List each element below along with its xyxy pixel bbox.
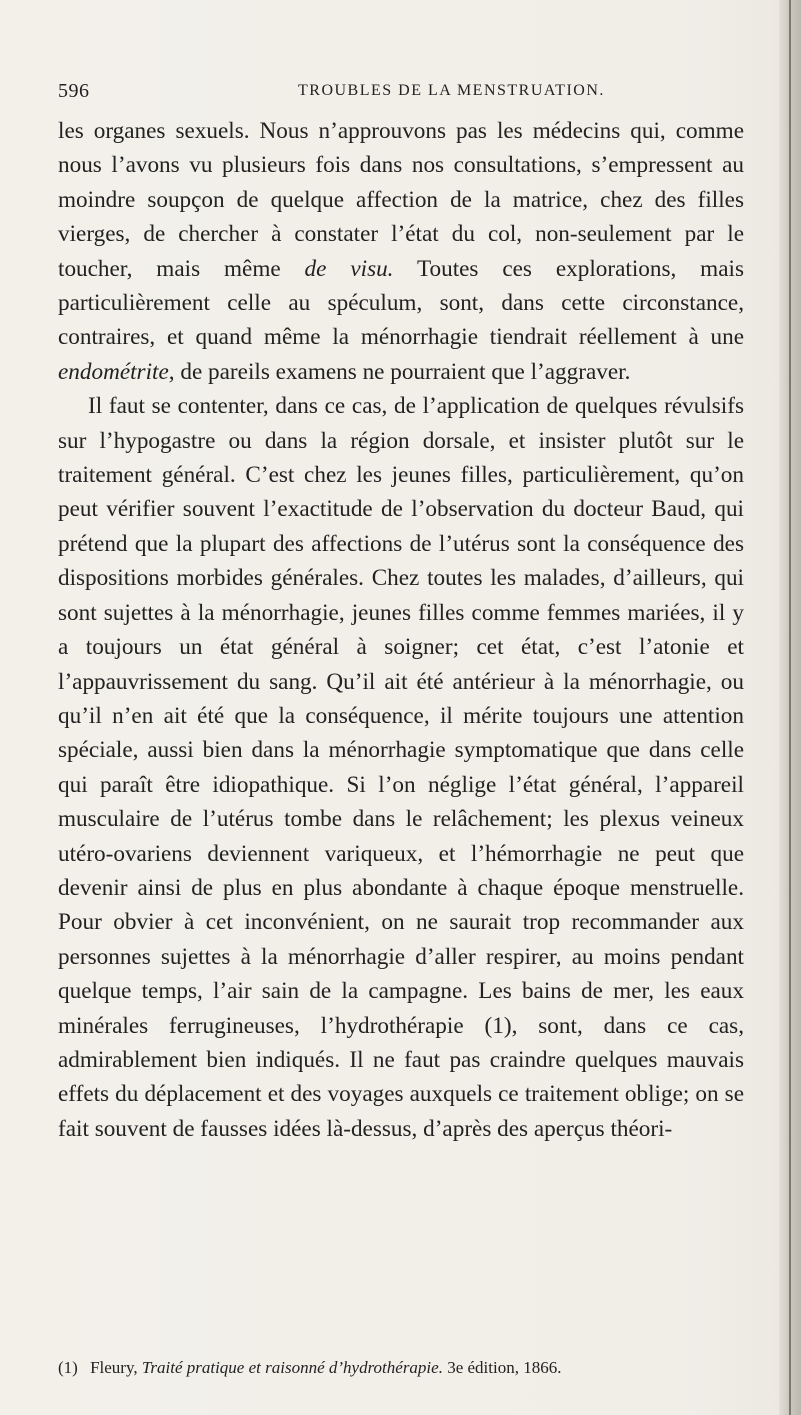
footnote-title: Traité pratique et raisonné d’hydrothérapie. [141, 1358, 443, 1377]
text-segment: Il faut se contenter, dans ce cas, de l’application de quelques révulsifs sur l’hypogastre ou dans la région dorsale, et insister plutôt sur le traitement général. C’est chez les jeunes filles, particulièrement, qu’on peut vérifier souvent l’exactitude de l’observation du docteur Baud, qui prétend que la plupart des affections de l’utérus sont la conséquence des dispositions morbides générales. Chez toutes les malades, d’ailleurs, qui sont sujettes à la ménorrhagie, jeunes filles comme femmes mariées, il y a toujours un état général à soigner; cet état, c’est l’atonie et l’appauvrissement du sang. Qu’il ait été antérieur à la ménorrhagie, ou qu’il n’en ait été que la conséquence, il mérite toujours une attention spéciale, aussi bien dans la ménorrhagie symptomatique que dans celle qui paraît être idiopathique. Si l’on néglige l’état général, l’appareil musculaire de l’utérus tombe dans le relâchement; les plexus veineux utéro-ovariens deviennent variqueux, et l’hémorrhagie ne peut que devenir ainsi de plus en plus abondante à chaque époque menstruelle. Pour obvier à cet inconvénient, on ne saurait trop recommander aux personnes sujettes à la ménorrhagie d’aller respirer, au moins pendant quelque temps, l’air sain de la campagne. Les bains de mer, les eaux minérales ferrugineuses, l’hydrothérapie (1), sont, dans ce cas, admirablement bien indiqués. Il ne faut pas craindre quelques mauvais effets du déplacement et des voyages auxquels ce traitement oblige; on se fait souvent de fausses idées là-dessus, d’après des aperçus théori- [58, 393, 744, 1142]
footnote [58, 1356, 748, 1380]
binding-line [789, 0, 791, 1415]
text-segment: Toutes ces explorations, mais particulièrement celle au spéculum, sont, dans cette circonstance, contraires, et quand même la ménorrhagie tiendrait réellement à une [58, 255, 744, 351]
footnote-author: Fleury, [90, 1358, 138, 1377]
italic-segment: endométrite [58, 358, 169, 385]
text-segment: les organes sexuels. Nous n’approuvons pas les médecins qui, comme nous l’avons vu plusieurs fois dans nos consultations, s’empressent au moindre soupçon de quelque affection de la matrice, chez des filles vierges, de chercher à constater l’état du col, non-seulement par le toucher, mais même [58, 118, 744, 282]
footnote-edition: 3e édition, 1866. [447, 1358, 562, 1377]
page-number: 596 [58, 80, 90, 102]
paragraph-2 [58, 389, 744, 1146]
running-head: TROUBLES DE LA MENSTRUATION. [298, 82, 605, 99]
italic-segment: de visu. [304, 255, 394, 282]
body-text [58, 114, 744, 1146]
text-segment: , de pareils examens ne pourraient que l’aggraver. [168, 358, 631, 385]
page-header [58, 80, 738, 110]
footnote-number: (1) [58, 1358, 78, 1377]
paragraph-1 [58, 114, 744, 389]
